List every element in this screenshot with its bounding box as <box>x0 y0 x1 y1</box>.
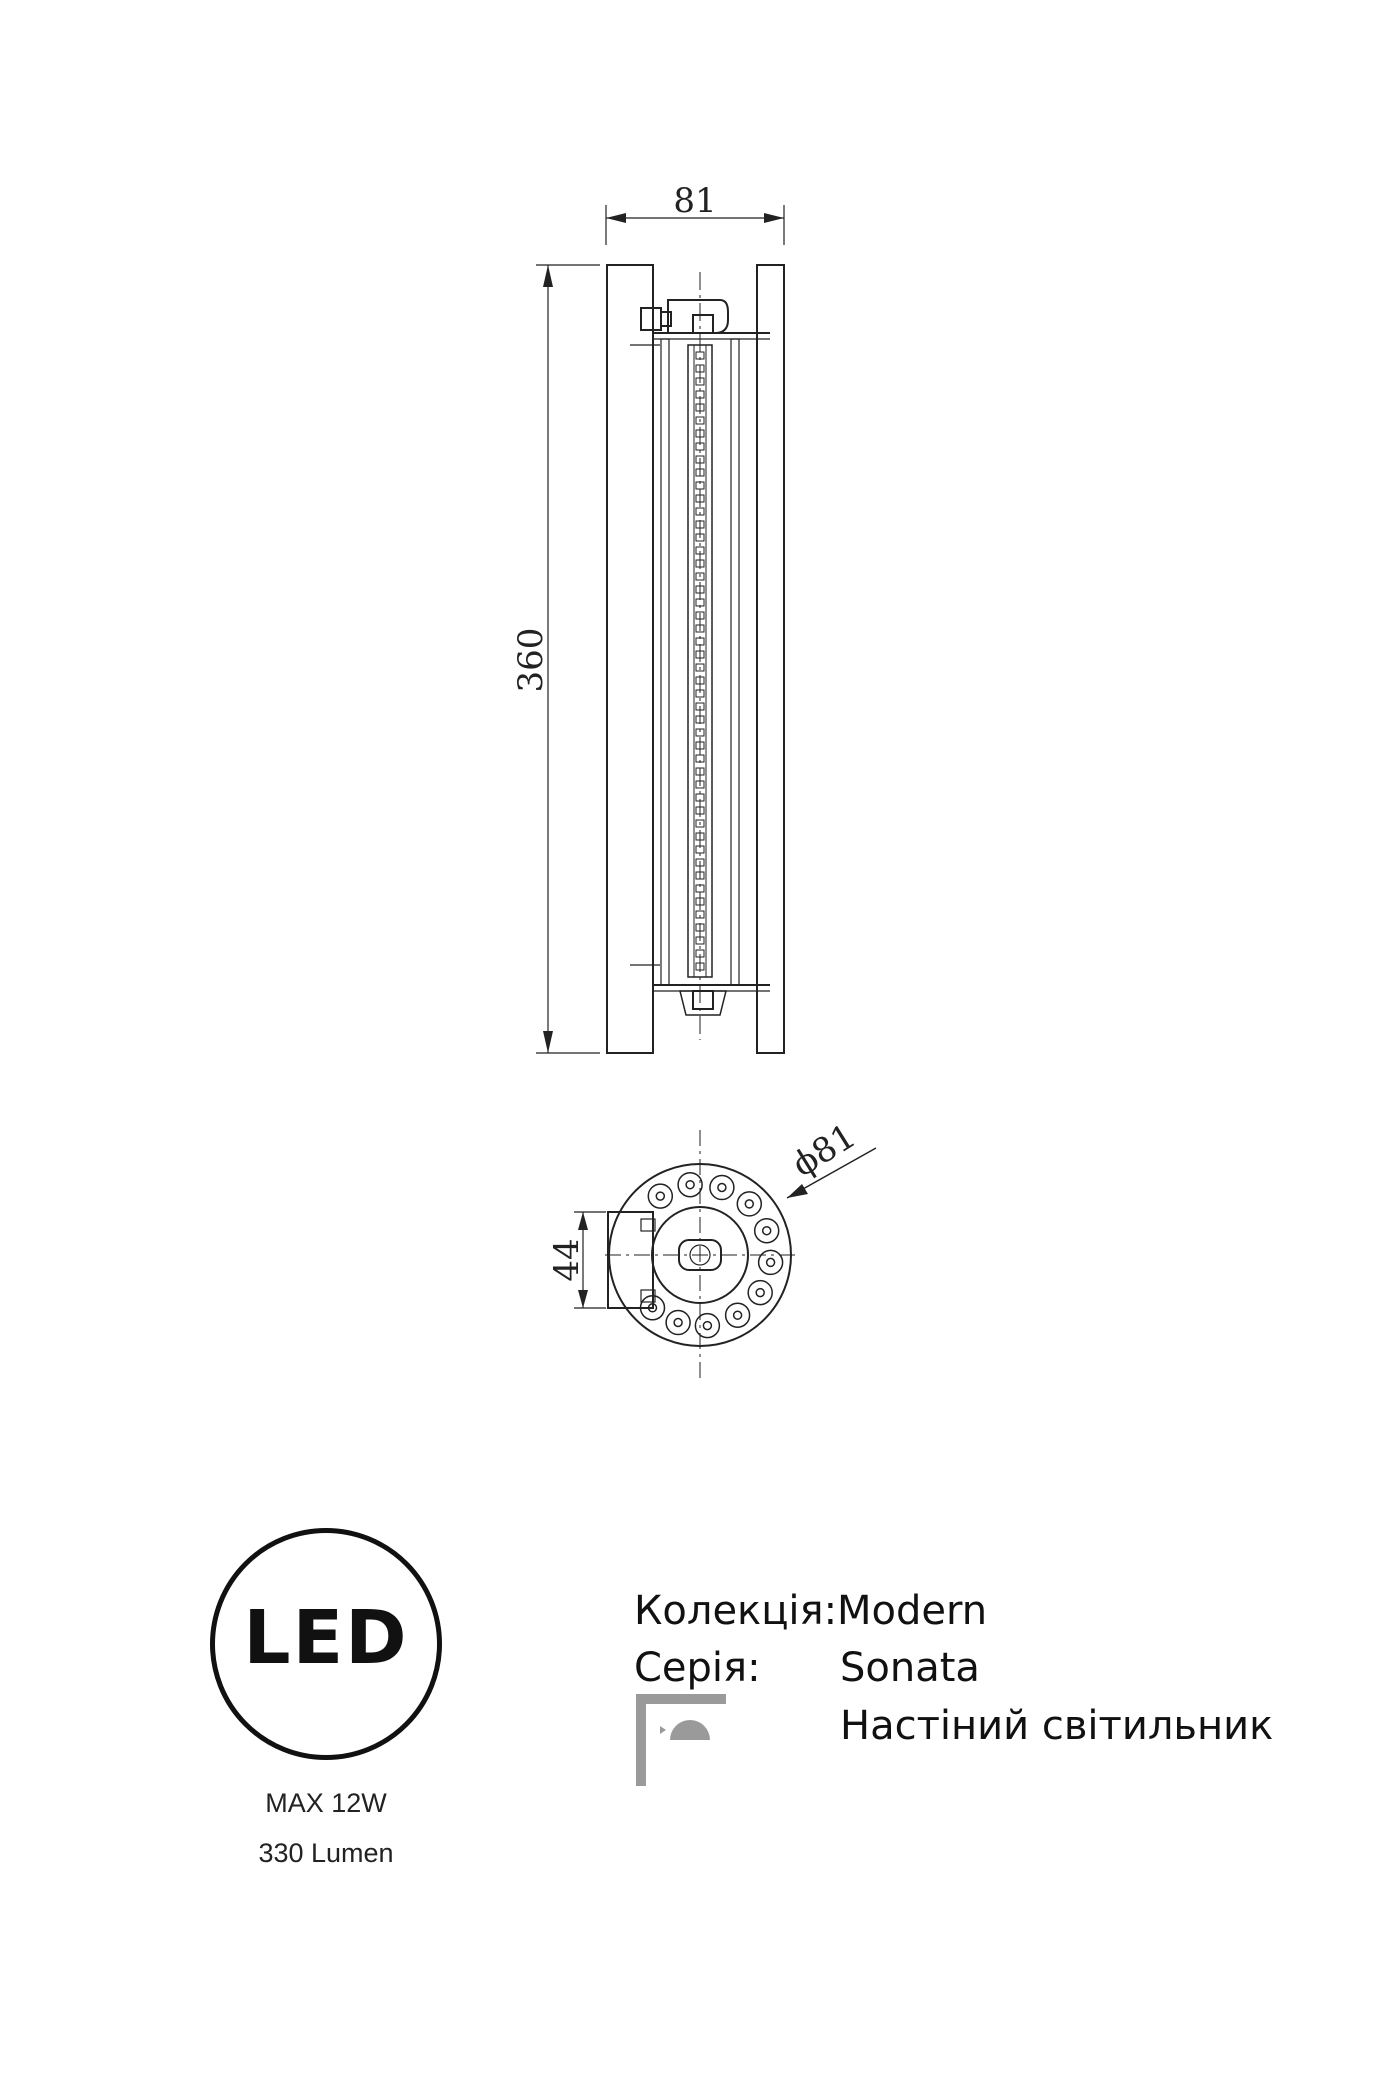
led-lens-center <box>718 1184 726 1192</box>
led-ring <box>641 1173 783 1338</box>
diameter-dimension-label: ϕ81 <box>785 1116 863 1186</box>
lumen-label: 330 Lumen <box>258 1838 394 1868</box>
series-label: Серія: <box>634 1645 761 1691</box>
top-view-labels <box>547 1116 863 1282</box>
led-lens <box>710 1176 734 1200</box>
led-lens <box>759 1250 783 1274</box>
series-value: Sonata <box>840 1645 980 1691</box>
led-lens <box>648 1184 672 1208</box>
wall-light-icon <box>636 1694 726 1786</box>
led-lens <box>666 1311 690 1335</box>
led-lens <box>755 1219 779 1243</box>
led-lens-center <box>674 1319 682 1327</box>
led-lens <box>678 1173 702 1197</box>
led-lens-center <box>767 1258 775 1266</box>
led-chip <box>696 638 704 645</box>
led-lens-center <box>686 1181 694 1189</box>
led-lens-center <box>656 1192 664 1200</box>
led-lens <box>737 1192 761 1216</box>
mount-dimension-label: 44 <box>547 1238 587 1282</box>
width-dimension-label: 81 <box>673 181 717 221</box>
led-chip <box>696 599 704 606</box>
collection-value: Modern <box>837 1588 988 1634</box>
led-lens-center <box>734 1311 742 1319</box>
led-badge-text: LED <box>243 1595 409 1681</box>
front-view <box>536 205 784 1053</box>
led-lens <box>695 1314 719 1338</box>
front-view-labels <box>511 181 717 692</box>
led-lens <box>726 1303 750 1327</box>
led-lens-center <box>763 1227 771 1235</box>
led-circle-icon <box>210 1528 442 1760</box>
max-power-label: MAX 12W <box>265 1788 387 1818</box>
led-lens <box>748 1281 772 1305</box>
product-type-value: Настіний світильник <box>840 1703 1274 1749</box>
collection-label: Колекція: <box>634 1588 838 1634</box>
height-dimension-label: 360 <box>511 627 551 693</box>
led-lens-center <box>756 1289 764 1297</box>
led-lens-center <box>703 1322 711 1330</box>
led-lens-center <box>745 1200 753 1208</box>
